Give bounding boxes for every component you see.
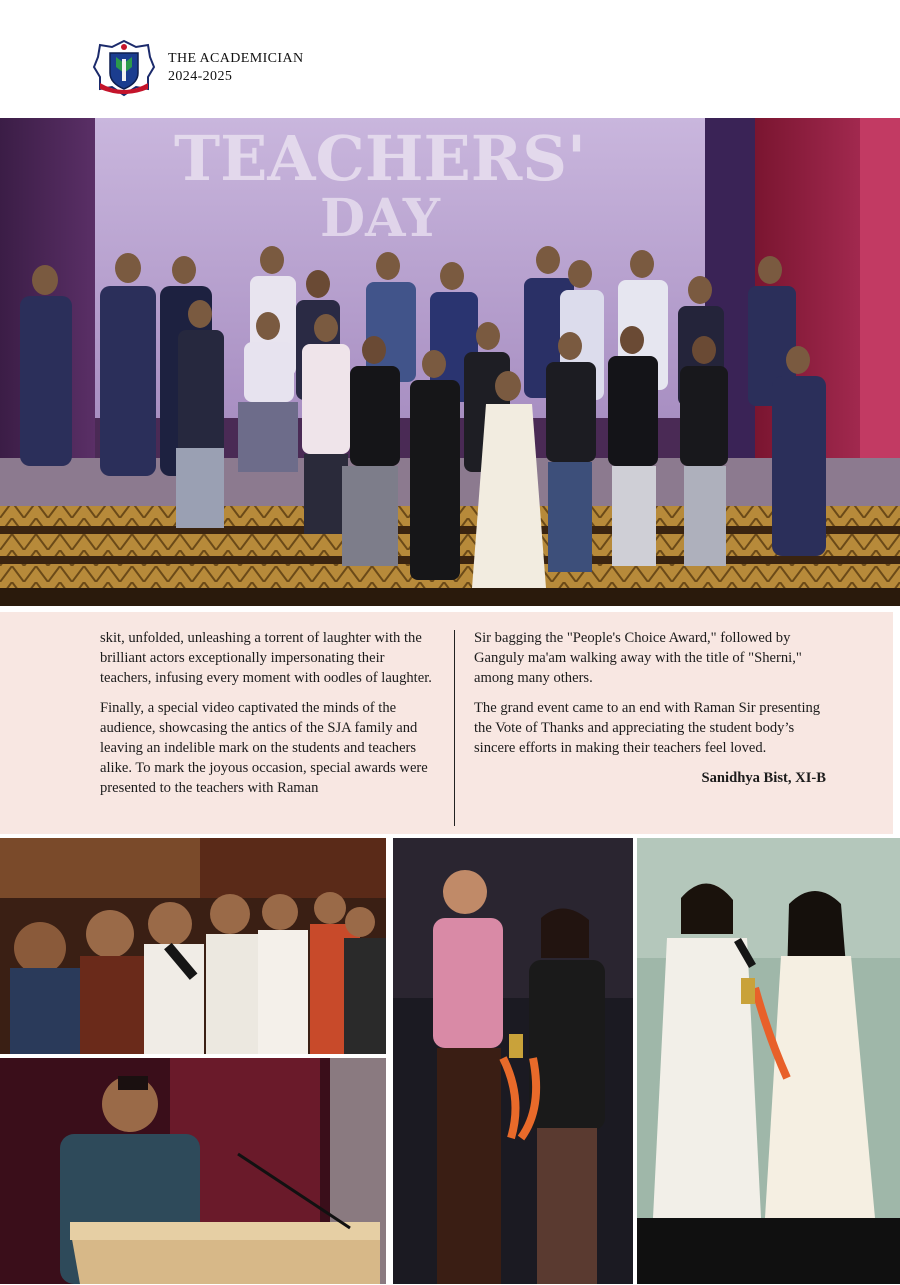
publication-title: THE ACADEMICIAN bbox=[168, 51, 304, 66]
article-column-right bbox=[474, 628, 834, 798]
article-paragraph: skit, unfolded, unleashing a torrent of laughter with the brilliant actors exceptionally impersonating their teachers, infusing every moment with oodles of laughter. bbox=[100, 630, 432, 686]
article-byline: Sanidhya Bist, XI-B bbox=[701, 770, 826, 786]
article-paragraph: Sir bagging the "People's Choice Award," followed by Ganguly ma'am walking away with the title of "Sherni," among many others. bbox=[474, 630, 802, 686]
article-column-left bbox=[100, 628, 435, 808]
article-paragraph: The grand event came to an end with Raman Sir presenting the Vote of Thanks and appreciating the student body’s sincere efforts in making their teachers feel loved. bbox=[474, 700, 821, 756]
article-text-band bbox=[0, 612, 893, 834]
audience-teachers-photo bbox=[0, 838, 386, 1054]
page-header bbox=[92, 38, 304, 98]
school-crest-icon bbox=[92, 39, 156, 97]
award-presentation-photo bbox=[393, 838, 633, 1284]
banner-text-line1: TEACHERS' bbox=[174, 122, 586, 195]
banner-text-line2: DAY bbox=[320, 188, 440, 249]
column-divider bbox=[454, 630, 455, 826]
student-anchor-photo bbox=[637, 838, 900, 1284]
publication-year: 2024-2025 bbox=[168, 69, 233, 84]
speaker-podium-photo bbox=[0, 1058, 386, 1284]
article-paragraph: Finally, a special video captivated the minds of the audience, showcasing the antics of the SJA family and leaving an indelible mark on the students and teachers alike. To mark the joyous occasion, special awards were presented to the teachers with Raman bbox=[100, 700, 428, 796]
teachers-day-stage-photo bbox=[0, 118, 900, 606]
